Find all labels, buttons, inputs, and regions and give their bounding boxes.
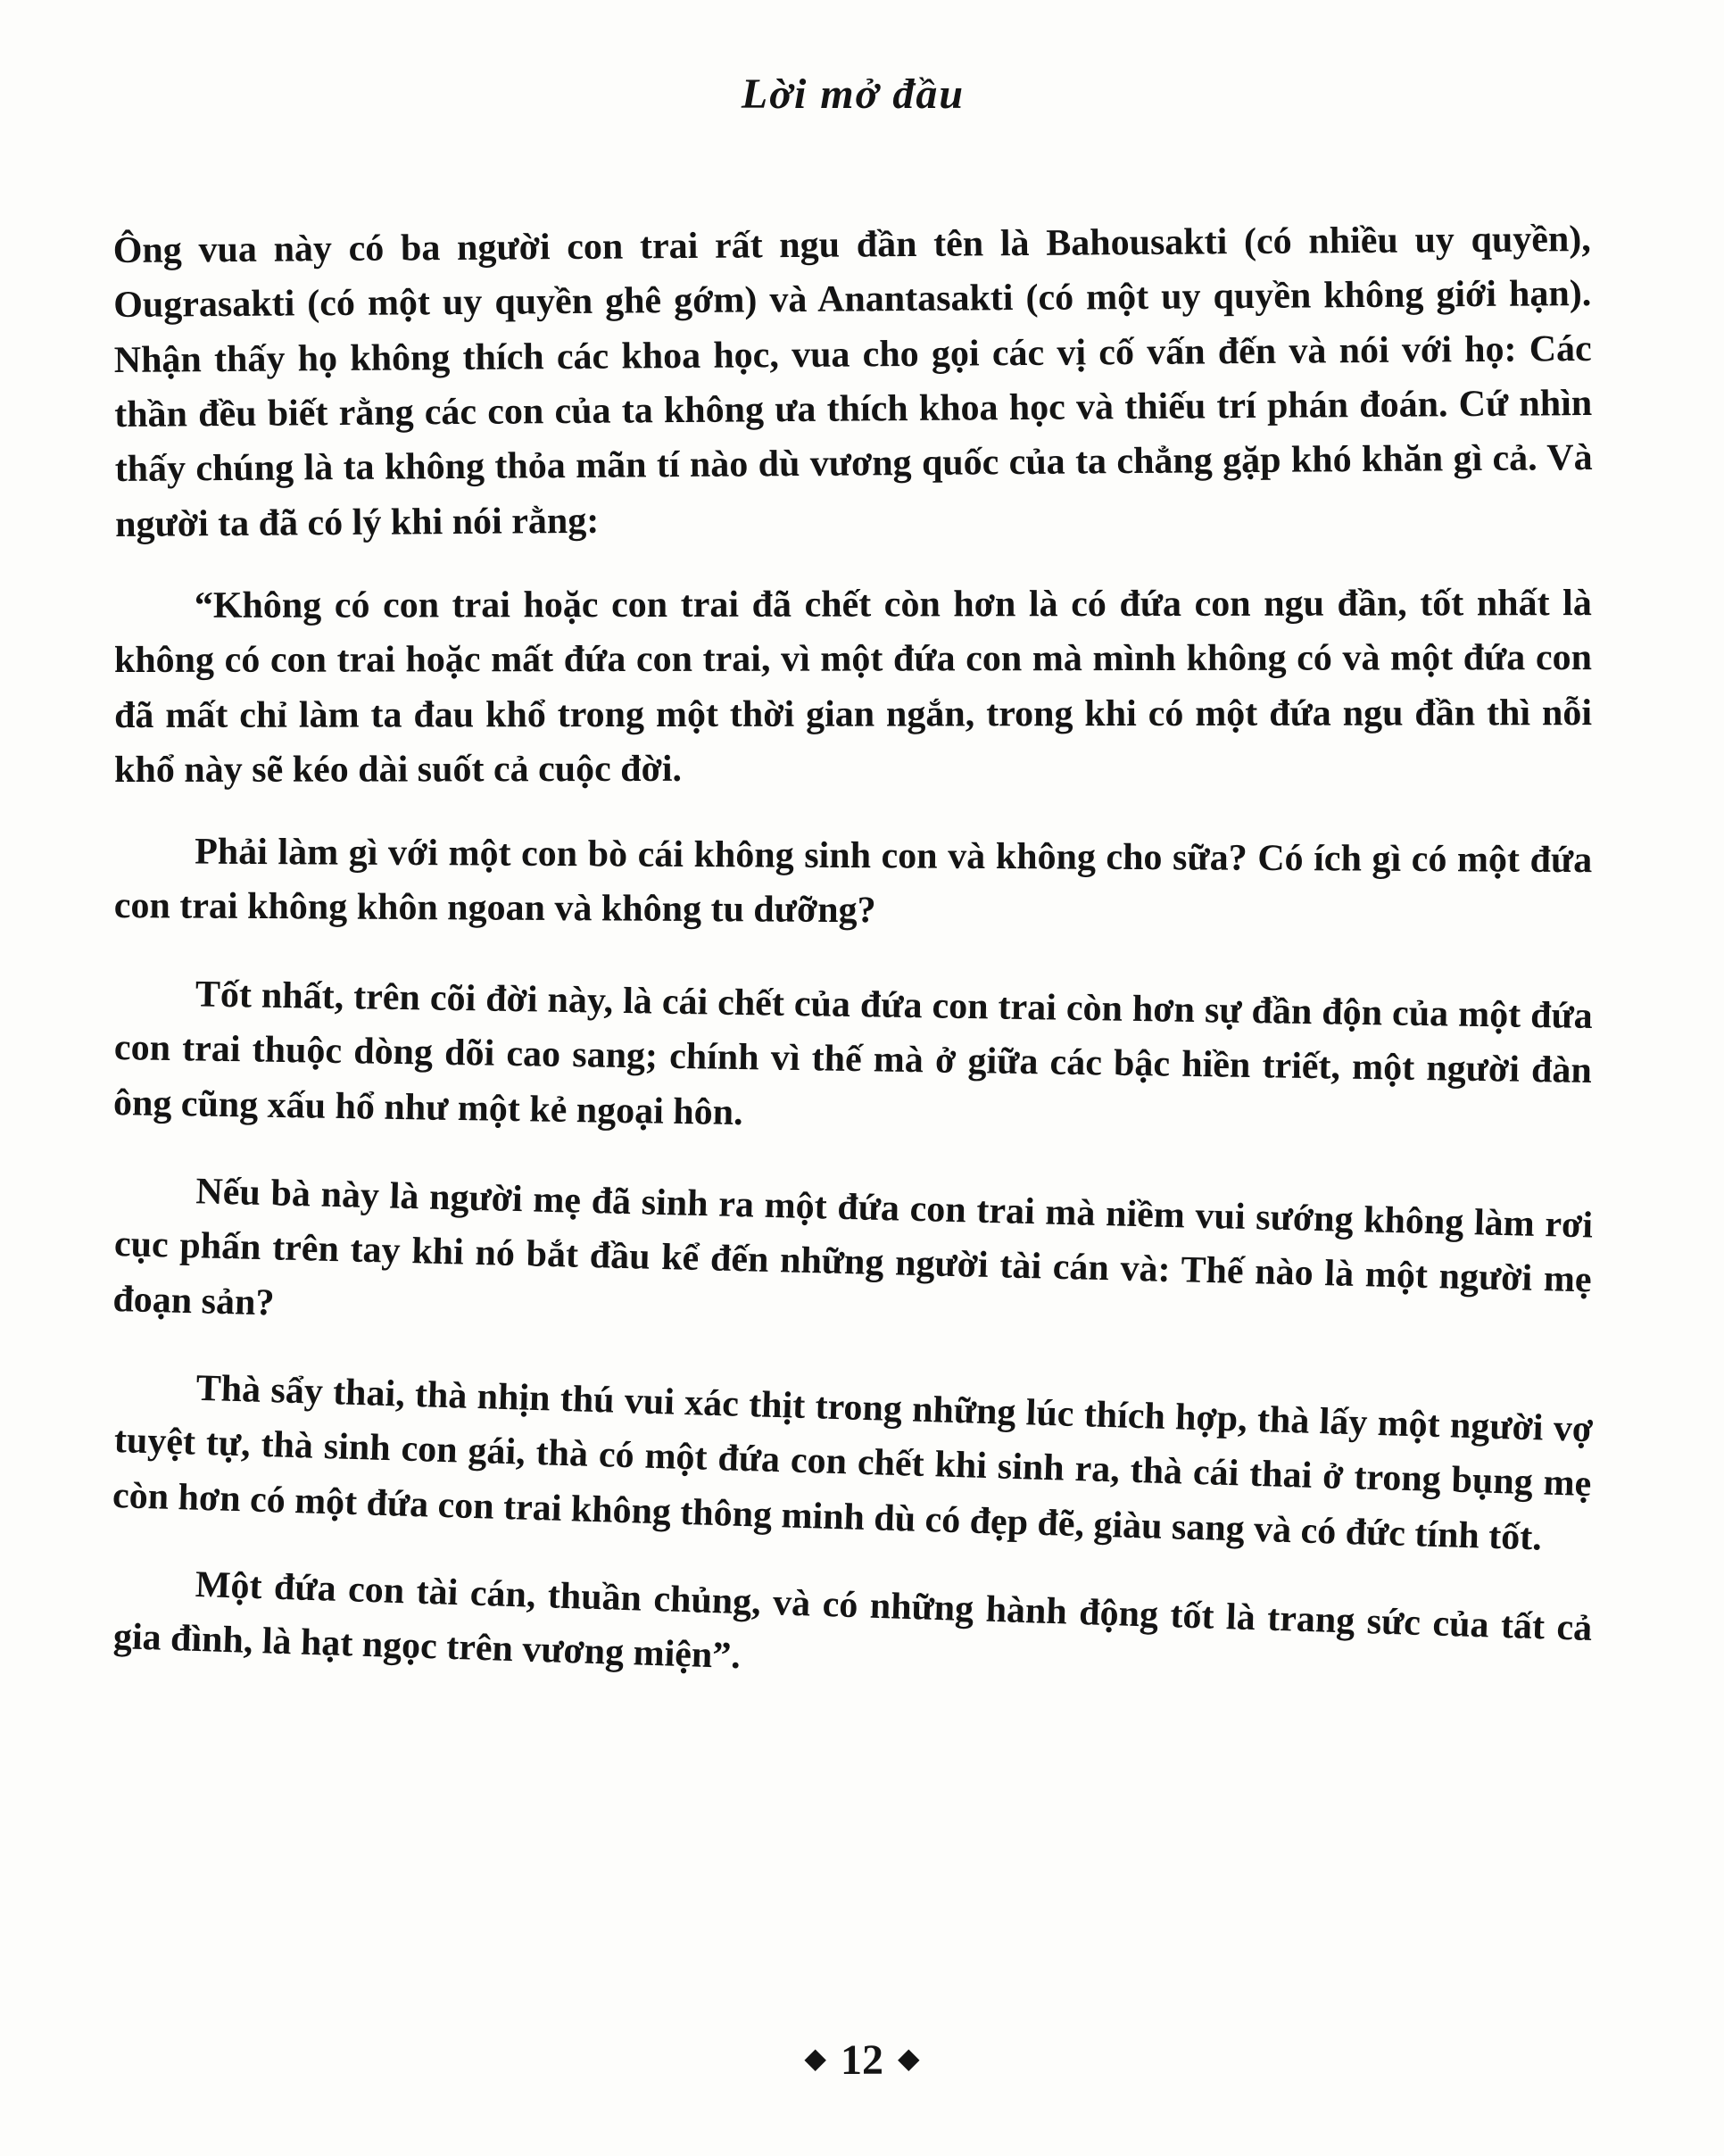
page-title: Lời mở đầu: [741, 70, 966, 118]
paragraph: Nếu bà này là người mẹ đã sinh ra một đứa con trai mà niềm vui sướng không làm rơi cục phấn trên tay khi nó bắt đầu kể đến những người tài cán và: Thế nào là một người mẹ đoạn sản?: [112, 1170, 1594, 1323]
diamond-icon: ◆: [804, 2042, 826, 2074]
paragraph: Tốt nhất, trên cõi đời này, là cái chết của đứa con trai còn hơn sự đần độn của một đứa con trai thuộc dòng dõi cao sang; chính vì thế mà ở giữa các bậc hiền triết, một người đàn ông cũng xấu hổ như một kẻ ngoại hôn.: [112, 974, 1594, 1133]
paragraph: Một đứa con tài cán, thuần chủng, và có những hành động tốt là trang sức của tất cả gia đình, là hạt ngọc trên vương miện”.: [112, 1563, 1593, 1677]
paragraph: “Không có con trai hoặc con trai đã chết còn hơn là có đứa con ngu đần, tốt nhất là không có con trai hoặc mất đứa con trai, vì một đứa con mà mình không có và một đứa con đã mất chỉ làm ta đau khổ trong một thời gian ngắn, trong khi có một đứa ngu đần thì nỗi khổ này sẽ kéo dài suốt cả cuộc đời.: [113, 582, 1593, 791]
page-footer: [0, 2036, 1724, 2085]
paragraph: Phải làm gì với một con bò cái không sinh con và không cho sữa? Có ích gì có một đứa con trai không khôn ngoan và không tu dưỡng?: [113, 831, 1593, 932]
page-number: 12: [841, 2036, 883, 2084]
paragraph: Ông vua này có ba người con trai rất ngu đần tên là Bahousakti (có nhiều uy quyền), Ougrasakti (có một uy quyền ghê gớm) và Anantasakti (có một uy quyền không giới hạn). Nhận thấy họ không thích các khoa học, vua cho gọi các vị cố vấn đến và nói với họ: Các thần đều biết rằng các con của ta không ưa thích khoa học và thiếu trí phán đoán. Cứ nhìn thấy chúng là ta không thỏa mãn tí nào dù vương quốc của ta chẳng gặp khó khăn gì cả. Và người ta đã có lý khi nói rằng:: [112, 218, 1593, 545]
body-text: [112, 218, 1594, 1677]
paragraph: Thà sẩy thai, thà nhịn thú vui xác thịt trong những lúc thích hợp, thà lấy một người vợ tuyệt tự, thà sinh con gái, thà có một đứa con chết khi sinh ra, thà cái thai ở trong bụng mẹ còn hơn có một đứa con trai không thông minh dù có đẹp đẽ, giàu sang và có đức tính tốt.: [112, 1367, 1594, 1558]
diamond-icon: ◆: [898, 2042, 920, 2074]
